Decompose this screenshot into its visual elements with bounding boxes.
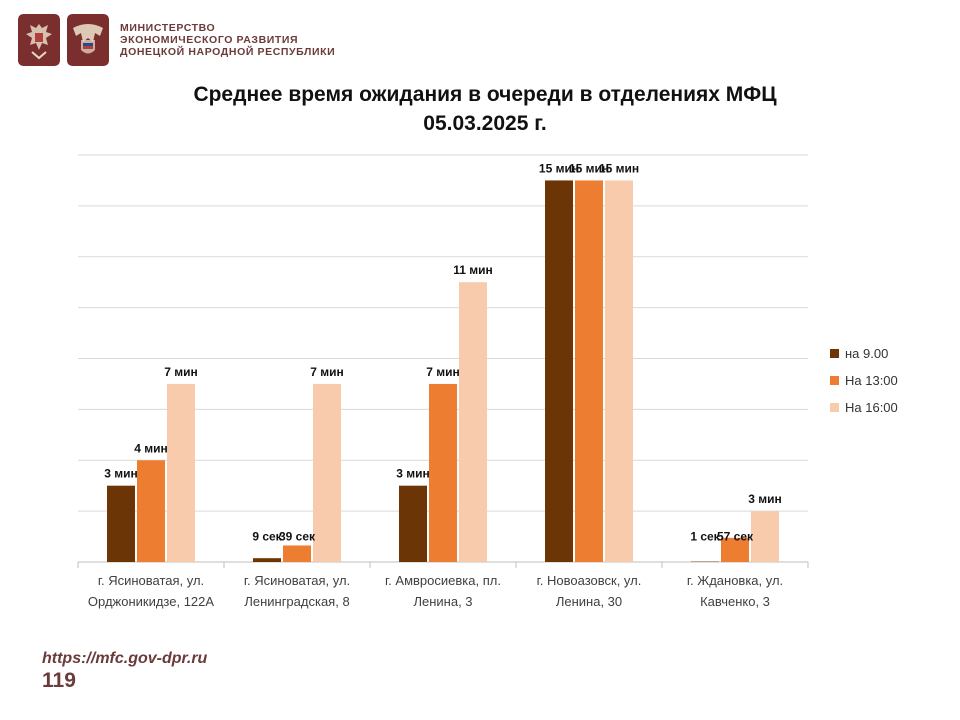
data-label: 39 сек xyxy=(278,529,316,544)
x-tick-label: г. Ясиноватая, ул. xyxy=(97,573,205,588)
data-label: 9 сек xyxy=(252,529,282,544)
data-label: 4 мин xyxy=(134,441,168,456)
x-tick-label: г. Ясиноватая, ул. xyxy=(243,573,351,588)
bar xyxy=(137,460,165,562)
bar xyxy=(429,384,457,562)
legend-swatch xyxy=(830,349,839,358)
legend-item xyxy=(830,367,898,394)
chart-title-line: Среднее время ожидания в очереди в отделениях МФЦ xyxy=(193,83,777,106)
bar xyxy=(575,180,603,562)
x-tick-label: Орджоникидзе, 122А xyxy=(87,594,215,609)
data-label: 11 мин xyxy=(453,263,493,278)
bar xyxy=(399,486,427,562)
data-label: 3 мин xyxy=(396,466,430,481)
bar xyxy=(313,384,341,562)
bar xyxy=(167,384,195,562)
data-label: 57 сек xyxy=(716,529,754,544)
chart-title-line: 05.03.2025 г. xyxy=(423,112,547,135)
ministry-line: ЭКОНОМИЧЕСКОГО РАЗВИТИЯ xyxy=(120,34,299,46)
data-label: 7 мин xyxy=(164,364,198,379)
legend-item xyxy=(830,340,898,367)
ministry-line: ДОНЕЦКОЙ НАРОДНОЙ РЕСПУБЛИКИ xyxy=(120,46,336,58)
data-label: 7 мин xyxy=(426,364,460,379)
x-tick-label: Кавченко, 3 xyxy=(700,594,770,609)
x-tick-label: Ленина, 30 xyxy=(555,594,623,609)
bar xyxy=(107,486,135,562)
legend-swatch xyxy=(830,376,839,385)
bar xyxy=(253,558,281,562)
bar xyxy=(459,282,487,562)
x-tick-label: г. Амвросиевка, пл. xyxy=(385,573,501,588)
x-tick-label: Ленина, 3 xyxy=(413,594,473,609)
data-label: 15 мин xyxy=(598,161,640,176)
site-url[interactable]: https://mfc.gov-dpr.ru xyxy=(42,650,208,667)
chart-legend xyxy=(830,340,898,421)
data-label: 3 мин xyxy=(748,492,782,507)
bar xyxy=(545,180,573,562)
data-label: 1 сек xyxy=(690,529,720,544)
legend-label: На 16:00 xyxy=(845,400,898,415)
legend-item xyxy=(830,394,898,421)
bar xyxy=(751,511,779,562)
x-tick-label: Ленинградская, 8 xyxy=(244,594,350,609)
page-number: 119 xyxy=(42,669,76,692)
ministry-line: МИНИСТЕРСТВО xyxy=(120,22,216,34)
data-label: 15 мин xyxy=(568,161,610,176)
data-label: 3 мин xyxy=(104,466,138,481)
x-tick-label: г. Ждановка, ул. xyxy=(686,573,784,588)
data-label: 15 мин xyxy=(538,161,580,176)
bar xyxy=(283,545,311,562)
bar xyxy=(605,180,633,562)
x-tick-label: г. Новоазовск, ул. xyxy=(536,573,642,588)
data-label: 7 мин xyxy=(310,364,344,379)
legend-label: на 9.00 xyxy=(845,346,889,361)
legend-swatch xyxy=(830,403,839,412)
legend-label: На 13:00 xyxy=(845,373,898,388)
